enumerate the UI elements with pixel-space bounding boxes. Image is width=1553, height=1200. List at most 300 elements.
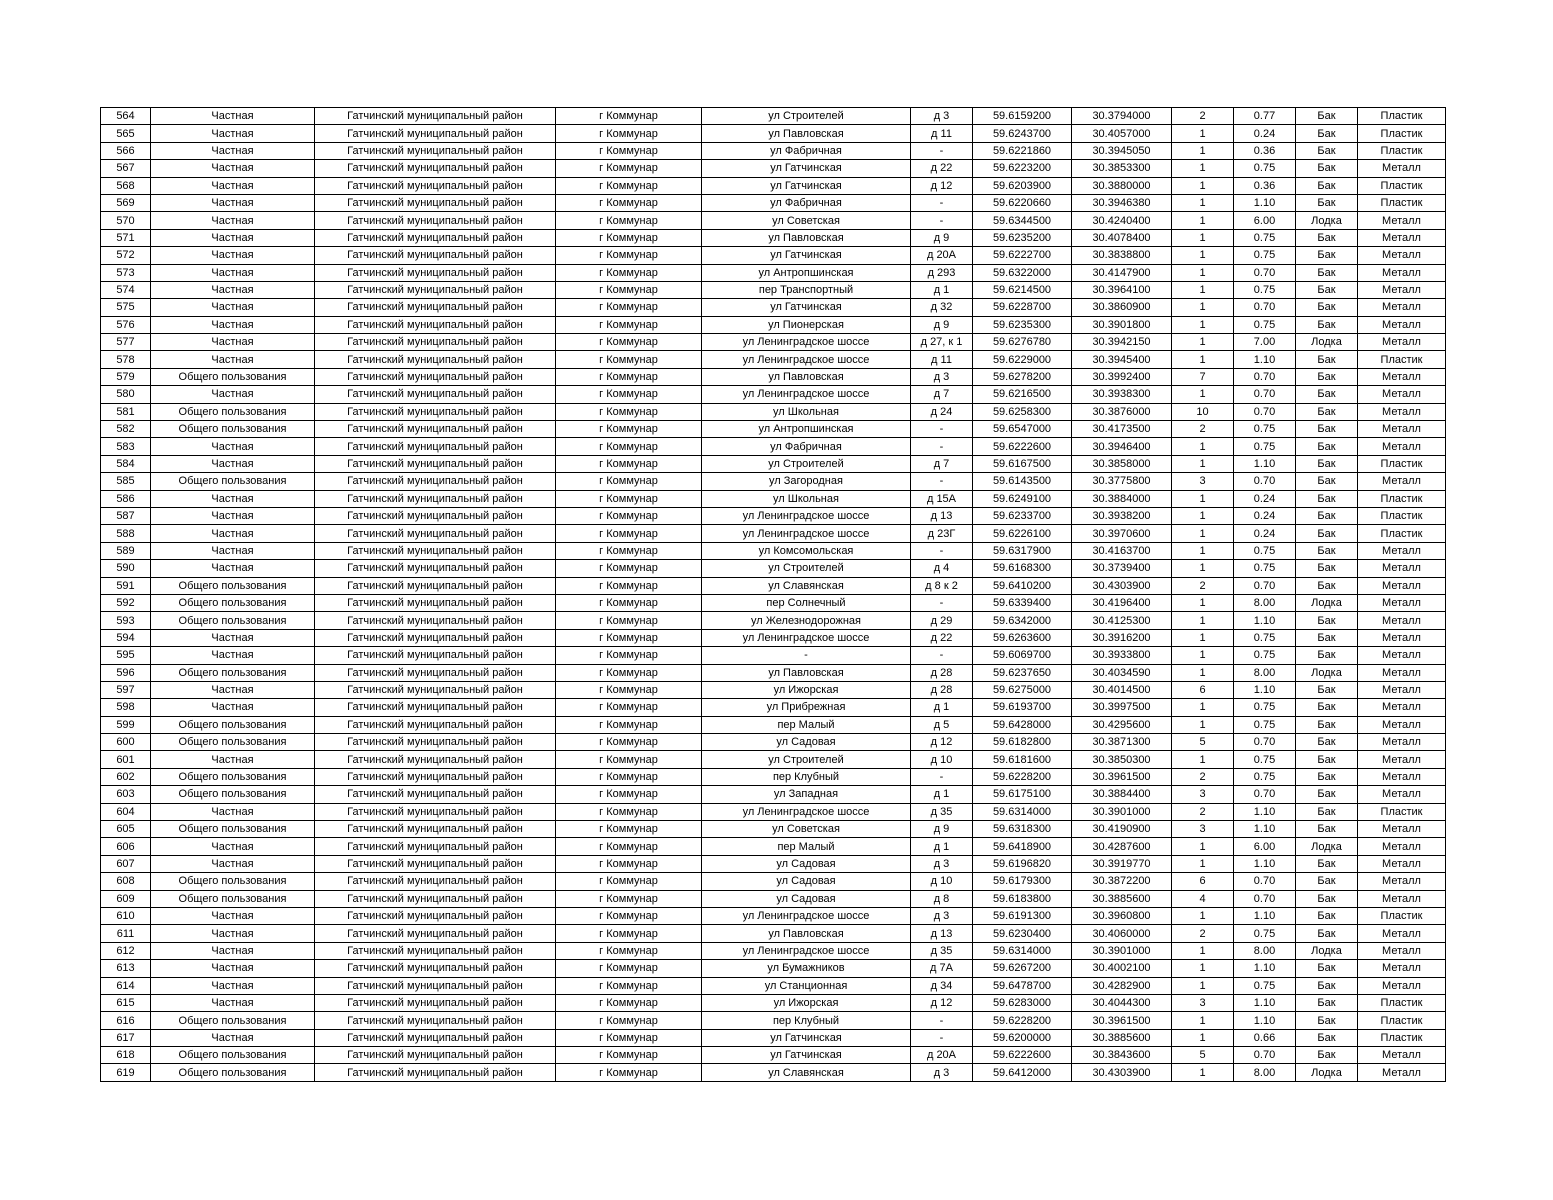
district-cell: Гатчинский муниципальный район [315,751,556,768]
street-cell: ул Железнодорожная [702,612,911,629]
table-row [101,907,1446,924]
container-type-cell: Бак [1296,316,1358,333]
district-cell: Гатчинский муниципальный район [315,1012,556,1029]
row-number-cell: 609 [101,890,151,907]
container-type-cell: Бак [1296,873,1358,890]
latitude-cell: 59.6230400 [973,925,1072,942]
ownership-cell: Общего пользования [151,421,315,438]
count-cell: 2 [1172,925,1234,942]
house-cell: д 293 [911,264,973,281]
street-cell: ул Ижорская [702,681,911,698]
longitude-cell: 30.3794000 [1072,108,1172,125]
ownership-cell: Частная [151,194,315,211]
table-row [101,368,1446,385]
house-cell: - [911,647,973,664]
district-cell: Гатчинский муниципальный район [315,386,556,403]
container-type-cell: Бак [1296,977,1358,994]
district-cell: Гатчинский муниципальный район [315,977,556,994]
table-row [101,594,1446,611]
city-cell: г Коммунар [556,316,702,333]
table-row [101,212,1446,229]
material-cell: Металл [1358,716,1446,733]
district-cell: Гатчинский муниципальный район [315,612,556,629]
table-row [101,890,1446,907]
longitude-cell: 30.3880000 [1072,177,1172,194]
city-cell: г Коммунар [556,681,702,698]
ownership-cell: Частная [151,212,315,229]
table-row [101,455,1446,472]
volume-cell: 0.24 [1234,490,1296,507]
district-cell: Гатчинский муниципальный район [315,629,556,646]
count-cell: 3 [1172,821,1234,838]
volume-cell: 0.70 [1234,786,1296,803]
container-type-cell: Бак [1296,281,1358,298]
city-cell: г Коммунар [556,560,702,577]
house-cell: д 9 [911,821,973,838]
latitude-cell: 59.6344500 [973,212,1072,229]
longitude-cell: 30.3871300 [1072,734,1172,751]
latitude-cell: 59.6243700 [973,125,1072,142]
ownership-cell: Частная [151,560,315,577]
count-cell: 1 [1172,1029,1234,1046]
row-number-cell: 582 [101,421,151,438]
container-type-cell: Бак [1296,473,1358,490]
latitude-cell: 59.6216500 [973,386,1072,403]
count-cell: 1 [1172,525,1234,542]
table-row [101,977,1446,994]
ownership-cell: Частная [151,125,315,142]
row-number-cell: 564 [101,108,151,125]
district-cell: Гатчинский муниципальный район [315,873,556,890]
container-type-cell: Бак [1296,994,1358,1011]
row-number-cell: 607 [101,855,151,872]
container-type-cell: Бак [1296,247,1358,264]
table-row [101,838,1446,855]
row-number-cell: 575 [101,299,151,316]
material-cell: Металл [1358,264,1446,281]
ownership-cell: Частная [151,751,315,768]
latitude-cell: 59.6276780 [973,334,1072,351]
street-cell: ул Загородная [702,473,911,490]
count-cell: 1 [1172,699,1234,716]
row-number-cell: 596 [101,664,151,681]
latitude-cell: 59.6228200 [973,768,1072,785]
row-number-cell: 573 [101,264,151,281]
count-cell: 1 [1172,351,1234,368]
house-cell: д 20А [911,247,973,264]
count-cell: 1 [1172,1012,1234,1029]
latitude-cell: 59.6229000 [973,351,1072,368]
material-cell: Пластик [1358,907,1446,924]
count-cell: 1 [1172,125,1234,142]
row-number-cell: 615 [101,994,151,1011]
count-cell: 5 [1172,734,1234,751]
latitude-cell: 59.6222600 [973,438,1072,455]
latitude-cell: 59.6342000 [973,612,1072,629]
row-number-cell: 567 [101,160,151,177]
material-cell: Металл [1358,334,1446,351]
ownership-cell: Общего пользования [151,403,315,420]
street-cell: ул Славянская [702,1064,911,1081]
district-cell: Гатчинский муниципальный район [315,925,556,942]
city-cell: г Коммунар [556,386,702,403]
street-cell: ул Ленинградское шоссе [702,907,911,924]
count-cell: 1 [1172,194,1234,211]
district-cell: Гатчинский муниципальный район [315,490,556,507]
longitude-cell: 30.4034590 [1072,664,1172,681]
material-cell: Металл [1358,1047,1446,1064]
street-cell: ул Антропшинская [702,421,911,438]
district-cell: Гатчинский муниципальный район [315,1029,556,1046]
count-cell: 1 [1172,177,1234,194]
ownership-cell: Общего пользования [151,1012,315,1029]
longitude-cell: 30.3850300 [1072,751,1172,768]
count-cell: 5 [1172,1047,1234,1064]
house-cell: - [911,438,973,455]
house-cell: д 3 [911,368,973,385]
district-cell: Гатчинский муниципальный район [315,142,556,159]
table-row [101,229,1446,246]
street-cell: пер Клубный [702,1012,911,1029]
volume-cell: 0.75 [1234,247,1296,264]
house-cell: д 10 [911,751,973,768]
volume-cell: 0.70 [1234,368,1296,385]
volume-cell: 0.75 [1234,229,1296,246]
container-type-cell: Лодка [1296,942,1358,959]
district-cell: Гатчинский муниципальный район [315,229,556,246]
house-cell: д 13 [911,507,973,524]
district-cell: Гатчинский муниципальный район [315,212,556,229]
volume-cell: 0.70 [1234,890,1296,907]
city-cell: г Коммунар [556,768,702,785]
house-cell: - [911,421,973,438]
district-cell: Гатчинский муниципальный район [315,299,556,316]
house-cell: д 1 [911,786,973,803]
container-type-cell: Бак [1296,925,1358,942]
count-cell: 2 [1172,108,1234,125]
row-number-cell: 602 [101,768,151,785]
street-cell: ул Гатчинская [702,160,911,177]
table-row [101,525,1446,542]
container-type-cell: Бак [1296,1029,1358,1046]
volume-cell: 0.36 [1234,142,1296,159]
container-type-cell: Бак [1296,699,1358,716]
city-cell: г Коммунар [556,699,702,716]
container-type-cell: Бак [1296,629,1358,646]
material-cell: Металл [1358,977,1446,994]
house-cell: - [911,768,973,785]
city-cell: г Коммунар [556,1064,702,1081]
ownership-cell: Общего пользования [151,473,315,490]
count-cell: 1 [1172,299,1234,316]
row-number-cell: 568 [101,177,151,194]
district-cell: Гатчинский муниципальный район [315,594,556,611]
table-row [101,1064,1446,1081]
table-row [101,1012,1446,1029]
container-type-cell: Бак [1296,421,1358,438]
row-number-cell: 592 [101,594,151,611]
city-cell: г Коммунар [556,960,702,977]
ownership-cell: Частная [151,525,315,542]
container-type-cell: Бак [1296,734,1358,751]
latitude-cell: 59.6228200 [973,1012,1072,1029]
city-cell: г Коммунар [556,334,702,351]
house-cell: - [911,212,973,229]
volume-cell: 0.75 [1234,438,1296,455]
row-number-cell: 591 [101,577,151,594]
count-cell: 1 [1172,212,1234,229]
volume-cell: 1.10 [1234,994,1296,1011]
house-cell: д 11 [911,351,973,368]
table-body [101,108,1446,1082]
longitude-cell: 30.3945400 [1072,351,1172,368]
table-row [101,942,1446,959]
district-cell: Гатчинский муниципальный район [315,281,556,298]
district-cell: Гатчинский муниципальный район [315,699,556,716]
city-cell: г Коммунар [556,299,702,316]
ownership-cell: Частная [151,629,315,646]
volume-cell: 0.70 [1234,1047,1296,1064]
house-cell: д 24 [911,403,973,420]
volume-cell: 0.70 [1234,873,1296,890]
material-cell: Металл [1358,577,1446,594]
count-cell: 6 [1172,873,1234,890]
latitude-cell: 59.6547000 [973,421,1072,438]
street-cell: - [702,647,911,664]
house-cell: д 22 [911,160,973,177]
street-cell: ул Ленинградское шоссе [702,507,911,524]
house-cell: - [911,194,973,211]
latitude-cell: 59.6196820 [973,855,1072,872]
row-number-cell: 619 [101,1064,151,1081]
ownership-cell: Частная [151,960,315,977]
material-cell: Металл [1358,647,1446,664]
latitude-cell: 59.6418900 [973,838,1072,855]
ownership-cell: Частная [151,699,315,716]
row-number-cell: 617 [101,1029,151,1046]
volume-cell: 0.75 [1234,647,1296,664]
latitude-cell: 59.6183800 [973,890,1072,907]
longitude-cell: 30.4190900 [1072,821,1172,838]
latitude-cell: 59.6221860 [973,142,1072,159]
row-number-cell: 597 [101,681,151,698]
city-cell: г Коммунар [556,177,702,194]
house-cell: д 28 [911,664,973,681]
street-cell: ул Бумажников [702,960,911,977]
longitude-cell: 30.3945050 [1072,142,1172,159]
ownership-cell: Общего пользования [151,768,315,785]
house-cell: - [911,1029,973,1046]
material-cell: Металл [1358,281,1446,298]
material-cell: Металл [1358,403,1446,420]
ownership-cell: Частная [151,229,315,246]
longitude-cell: 30.3843600 [1072,1047,1172,1064]
table-row [101,108,1446,125]
city-cell: г Коммунар [556,438,702,455]
district-cell: Гатчинский муниципальный район [315,838,556,855]
latitude-cell: 59.6179300 [973,873,1072,890]
row-number-cell: 585 [101,473,151,490]
ownership-cell: Общего пользования [151,594,315,611]
ownership-cell: Общего пользования [151,368,315,385]
city-cell: г Коммунар [556,612,702,629]
volume-cell: 1.10 [1234,803,1296,820]
container-type-cell: Бак [1296,1012,1358,1029]
longitude-cell: 30.3775800 [1072,473,1172,490]
street-cell: ул Строителей [702,560,911,577]
count-cell: 10 [1172,403,1234,420]
longitude-cell: 30.4303900 [1072,1064,1172,1081]
row-number-cell: 613 [101,960,151,977]
latitude-cell: 59.6228700 [973,299,1072,316]
container-type-cell: Бак [1296,142,1358,159]
longitude-cell: 30.3860900 [1072,299,1172,316]
volume-cell: 8.00 [1234,664,1296,681]
house-cell: д 12 [911,994,973,1011]
latitude-cell: 59.6235300 [973,316,1072,333]
latitude-cell: 59.6267200 [973,960,1072,977]
material-cell: Металл [1358,542,1446,559]
table-row [101,316,1446,333]
count-cell: 1 [1172,160,1234,177]
container-type-cell: Лодка [1296,594,1358,611]
street-cell: ул Садовая [702,873,911,890]
street-cell: ул Ленинградское шоссе [702,629,911,646]
count-cell: 1 [1172,751,1234,768]
volume-cell: 0.75 [1234,716,1296,733]
city-cell: г Коммунар [556,194,702,211]
material-cell: Пластик [1358,1012,1446,1029]
latitude-cell: 59.6203900 [973,177,1072,194]
street-cell: ул Павловская [702,125,911,142]
table-row [101,647,1446,664]
container-type-cell: Бак [1296,299,1358,316]
street-cell: ул Пионерская [702,316,911,333]
street-cell: пер Малый [702,838,911,855]
row-number-cell: 589 [101,542,151,559]
ownership-cell: Частная [151,281,315,298]
table-row [101,473,1446,490]
table-row [101,629,1446,646]
latitude-cell: 59.6278200 [973,368,1072,385]
row-number-cell: 601 [101,751,151,768]
latitude-cell: 59.6191300 [973,907,1072,924]
volume-cell: 1.10 [1234,855,1296,872]
material-cell: Пластик [1358,177,1446,194]
table-row [101,994,1446,1011]
longitude-cell: 30.4125300 [1072,612,1172,629]
container-type-cell: Лодка [1296,212,1358,229]
material-cell: Металл [1358,664,1446,681]
material-cell: Пластик [1358,142,1446,159]
latitude-cell: 59.6223200 [973,160,1072,177]
table-row [101,925,1446,942]
container-type-cell: Бак [1296,229,1358,246]
district-cell: Гатчинский муниципальный район [315,681,556,698]
count-cell: 2 [1172,768,1234,785]
district-cell: Гатчинский муниципальный район [315,125,556,142]
material-cell: Металл [1358,160,1446,177]
row-number-cell: 595 [101,647,151,664]
city-cell: г Коммунар [556,855,702,872]
latitude-cell: 59.6314000 [973,803,1072,820]
latitude-cell: 59.6275000 [973,681,1072,698]
material-cell: Пластик [1358,803,1446,820]
street-cell: ул Советская [702,821,911,838]
longitude-cell: 30.4078400 [1072,229,1172,246]
house-cell: д 3 [911,1064,973,1081]
count-cell: 1 [1172,490,1234,507]
material-cell: Металл [1358,629,1446,646]
longitude-cell: 30.3942150 [1072,334,1172,351]
city-cell: г Коммунар [556,455,702,472]
volume-cell: 0.75 [1234,925,1296,942]
table-row [101,664,1446,681]
latitude-cell: 59.6200000 [973,1029,1072,1046]
district-cell: Гатчинский муниципальный район [315,647,556,664]
city-cell: г Коммунар [556,368,702,385]
count-cell: 1 [1172,855,1234,872]
street-cell: ул Павловская [702,925,911,942]
volume-cell: 0.75 [1234,542,1296,559]
volume-cell: 0.75 [1234,629,1296,646]
street-cell: ул Комсомольская [702,542,911,559]
material-cell: Пластик [1358,108,1446,125]
table-row [101,160,1446,177]
city-cell: г Коммунар [556,977,702,994]
district-cell: Гатчинский муниципальный район [315,942,556,959]
container-type-cell: Бак [1296,264,1358,281]
longitude-cell: 30.3938300 [1072,386,1172,403]
house-cell: д 27, к 1 [911,334,973,351]
latitude-cell: 59.6237650 [973,664,1072,681]
row-number-cell: 604 [101,803,151,820]
material-cell: Металл [1358,386,1446,403]
container-type-cell: Бак [1296,403,1358,420]
longitude-cell: 30.3901800 [1072,316,1172,333]
longitude-cell: 30.3739400 [1072,560,1172,577]
latitude-cell: 59.6182800 [973,734,1072,751]
table-row [101,194,1446,211]
material-cell: Пластик [1358,125,1446,142]
longitude-cell: 30.4163700 [1072,542,1172,559]
district-cell: Гатчинский муниципальный район [315,525,556,542]
volume-cell: 1.10 [1234,612,1296,629]
ownership-cell: Частная [151,907,315,924]
longitude-cell: 30.3938200 [1072,507,1172,524]
longitude-cell: 30.4057000 [1072,125,1172,142]
container-type-cell: Бак [1296,560,1358,577]
volume-cell: 6.00 [1234,838,1296,855]
material-cell: Пластик [1358,525,1446,542]
volume-cell: 0.24 [1234,125,1296,142]
ownership-cell: Частная [151,925,315,942]
container-type-cell: Бак [1296,890,1358,907]
longitude-cell: 30.3838800 [1072,247,1172,264]
material-cell: Металл [1358,560,1446,577]
city-cell: г Коммунар [556,751,702,768]
material-cell: Пластик [1358,507,1446,524]
district-cell: Гатчинский муниципальный район [315,734,556,751]
count-cell: 1 [1172,960,1234,977]
house-cell: д 3 [911,108,973,125]
container-type-cell: Лодка [1296,838,1358,855]
street-cell: пер Клубный [702,768,911,785]
house-cell: д 5 [911,716,973,733]
city-cell: г Коммунар [556,873,702,890]
house-cell: д 7 [911,455,973,472]
count-cell: 1 [1172,264,1234,281]
